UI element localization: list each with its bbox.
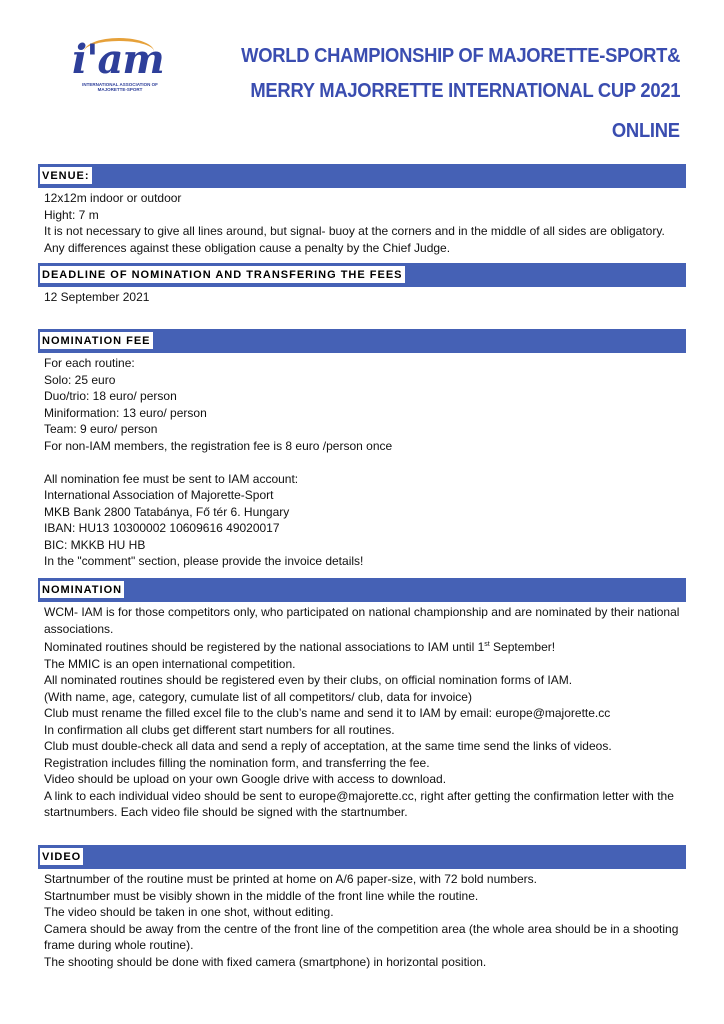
fee-line: Duo/trio: 18 euro/ person (44, 389, 177, 403)
title-line-3: ONLINE (612, 120, 680, 142)
nomination-line: associations. (44, 621, 114, 636)
nomination-deadline-text: Nominated routines should be registered by the national associations to IAM until 1 (44, 640, 485, 654)
nomination-line (44, 637, 684, 656)
video-line: Startnumber must be visibly shown in the middle of the front line while the routine. (44, 888, 479, 903)
title-line-1: WORLD CHAMPIONSHIP OF MAJORETTE-SPORT& (241, 45, 680, 67)
logo-subtitle: INTERNATIONAL ASSOCIATION OF MAJORETTE-SPORT (82, 82, 158, 92)
fee-line-blank (44, 454, 684, 471)
section-heading-venue: VENUE: (40, 167, 92, 184)
section-bar-video (38, 845, 686, 869)
venue-line: 12x12m indoor or outdoor (44, 191, 182, 205)
nomination-line: In confirmation all clubs get different start numbers for all routines. (44, 722, 395, 737)
nomination-line: (With name, age, category, cumulate list of all competitors/ club, data for invoice) (44, 689, 472, 704)
nomination-line: The MMIC is an open international competition. (44, 656, 296, 671)
video-line: The video should be taken in one shot, without editing. (44, 905, 334, 919)
ordinal-suffix: st (484, 641, 490, 648)
nomination-text (44, 604, 684, 821)
title-line-2: MERRY MAJORRETTE INTERNATIONAL CUP 2021 (250, 80, 680, 102)
fee-line: Team: 9 euro/ person (44, 422, 158, 436)
section-bar-deadline (38, 263, 686, 287)
nomination-line: A link to each individual video should be sent to europe@majorette.cc, right after getting the confirmation letter with the (44, 788, 674, 803)
section-heading-nomination: NOMINATION (40, 581, 124, 598)
nomination-line: startnumbers. Each video file should be signed with the startnumber. (44, 805, 408, 819)
nomination-line: Club must double-check all data and send a reply of acceptation, at the same time send the links of videos. (44, 739, 612, 753)
venue-line: Hight: 7 m (44, 207, 99, 222)
fee-line: For non-IAM members, the registration fee is 8 euro /person once (44, 438, 393, 453)
fee-line: In the "comment" section, please provide the invoice details! (44, 554, 364, 568)
fee-line: Miniformation: 13 euro/ person (44, 405, 207, 420)
deadline-line: 12 September 2021 (44, 290, 150, 304)
video-line: Camera should be away from the centre of the front line of the competition area (the whole area should be in a shooting (44, 921, 679, 936)
fee-line: Solo: 25 euro (44, 372, 116, 387)
nomination-line: All nominated routines should be registered even by their clubs, on official nomination forms of IAM. (44, 673, 573, 687)
video-line: Startnumber of the routine must be printed at home on A/6 paper-size, with 72 bold numbers. (44, 872, 537, 886)
section-bar-venue (38, 164, 686, 188)
venue-line: It is not necessary to give all lines around, but signal- buoy at the corners and in the middle of all sides are obligatory. (44, 224, 665, 238)
section-heading-video: VIDEO (40, 848, 83, 865)
section-heading-fee: NOMINATION FEE (40, 332, 153, 349)
venue-line: Any differences against these obligation cause a penalty by the Chief Judge. (44, 240, 451, 255)
logo-wordmark: i'am (72, 36, 164, 83)
section-bar-nomination (38, 578, 686, 602)
video-line: frame during whole routine). (44, 938, 194, 952)
fee-line: International Association of Majorette-Sport (44, 488, 274, 502)
deadline-text (44, 289, 684, 306)
venue-text (44, 190, 684, 256)
section-heading-deadline: DEADLINE OF NOMINATION AND TRANSFERING THE FEES (40, 266, 405, 283)
video-text (44, 871, 684, 970)
iam-logo (72, 38, 164, 98)
nomination-line: WCM- IAM is for those competitors only, who participated on national championship and are nominated by their national (44, 605, 680, 619)
nomination-deadline-text-end: September! (489, 640, 556, 654)
fee-line: MKB Bank 2800 Tatabánya, Fő tér 6. Hungary (44, 504, 290, 519)
fee-line: BIC: MKKB HU HB (44, 537, 146, 552)
section-bar-fee (38, 329, 686, 353)
nomination-line: Club must rename the filled excel file to the club’s name and send it to IAM by email: europe@majorette.cc (44, 706, 611, 720)
video-line: The shooting should be done with fixed camera (smartphone) in horizontal position. (44, 954, 487, 969)
fee-line: For each routine: (44, 356, 135, 370)
nomination-line: Registration includes filling the nomination form, and transferring the fee. (44, 755, 430, 770)
nomination-line: Video should be upload on your own Google drive with access to download. (44, 772, 447, 786)
fee-line: IBAN: HU13 10300002 10609616 49020017 (44, 521, 280, 535)
fee-text (44, 355, 684, 570)
fee-line: All nomination fee must be sent to IAM account: (44, 471, 299, 486)
